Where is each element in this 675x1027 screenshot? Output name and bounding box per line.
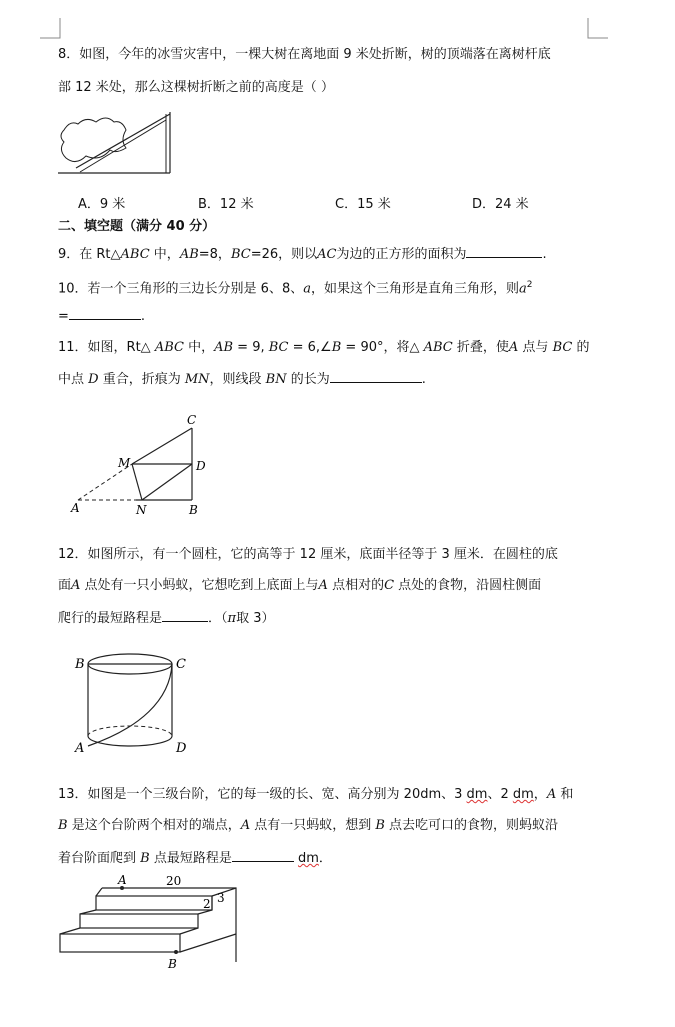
- q8-broken-tree-figure: [56, 110, 176, 178]
- q8-option-c[interactable]: C．15 米: [335, 197, 391, 212]
- q13-label-3: 3: [217, 891, 225, 905]
- q10-line2: = .: [58, 306, 145, 326]
- q8-line1: 8．如图，今年的冰雪灾害中，一棵大树在离地面 9 米处折断，树的顶端落在离树杆底: [58, 47, 551, 62]
- q12-label-d: D: [176, 741, 187, 756]
- q11-line2: 中点 D 重合，折痕为 MN，则线段 BN 的长为 .: [58, 369, 426, 389]
- q11-label-m: M: [118, 456, 131, 470]
- q13-label-2: 2: [203, 897, 211, 911]
- q11-line1: 11．如图，Rt△ ABC 中，AB = 9, BC = 6,∠B = 90°，将△ ABC 折叠，使A 点与 BC 的: [58, 340, 590, 355]
- page-corner-marks: [0, 0, 675, 40]
- q9-answer-blank[interactable]: [466, 244, 542, 258]
- section-title-fill-in: 二、填空题（满分 40 分）: [58, 219, 216, 234]
- q8-line2: 部 12 米处，那么这棵树折断之前的高度是（ ）: [58, 80, 334, 95]
- q13-line1: 13．如图是一个三级台阶，它的每一级的长、宽、高分别为 20dm、3 dm、2 dm，A 和: [58, 787, 574, 802]
- q13-line2: B 是这个台阶两个相对的端点，A 点有一只蚂蚁，想到 B 点去吃可口的食物，则蚂蚁沿: [58, 818, 559, 833]
- q11-label-c: C: [187, 413, 197, 427]
- q12-label-b: B: [75, 657, 85, 672]
- q12-label-a: A: [75, 741, 85, 756]
- q10-answer-blank[interactable]: [69, 306, 141, 320]
- q12-label-c: C: [176, 657, 186, 672]
- q11-label-b: B: [189, 503, 198, 517]
- q13-answer-blank[interactable]: [232, 848, 294, 862]
- q13-label-b: B: [168, 957, 177, 971]
- q11-label-n: N: [136, 503, 147, 517]
- q12-line2: 面A 点处有一只小蚂蚁，它想吃到上底面上与A 点相对的C 点处的食物，沿圆柱侧面: [58, 578, 542, 593]
- q13-label-20: 20: [166, 874, 182, 888]
- q10-line1: 10．若一个三角形的三边长分别是 6、8、a，如果这个三角形是直角三角形，则$a^2$: [58, 280, 533, 297]
- q8-option-b[interactable]: B．12 米: [198, 197, 254, 212]
- q13-label-a: A: [118, 873, 127, 887]
- q12-cylinder-figure: [70, 650, 200, 760]
- q12-answer-blank[interactable]: [162, 608, 208, 622]
- q11-answer-blank[interactable]: [330, 369, 422, 383]
- q8-option-a[interactable]: A．9 米: [78, 197, 126, 212]
- q11-label-a: A: [71, 501, 80, 515]
- q13-staircase-figure: [56, 872, 246, 972]
- q13-line3: 着台阶面爬到 B 点最短路程是 dm．: [58, 848, 332, 868]
- q11-triangle-figure: [66, 410, 216, 518]
- q8-option-d[interactable]: D．24 米: [472, 197, 529, 212]
- q11-label-d: D: [196, 459, 206, 473]
- q9-text: 9．在 Rt△ABC 中，AB=8，BC=26，则以AC为边的正方形的面积为 .: [58, 244, 547, 264]
- q12-line1: 12．如图所示，有一个圆柱，它的高等于 12 厘米，底面半径等于 3 厘米．在圆柱的底: [58, 547, 558, 562]
- q12-line3: 爬行的最短路程是 ．（π取 3）: [58, 608, 274, 628]
